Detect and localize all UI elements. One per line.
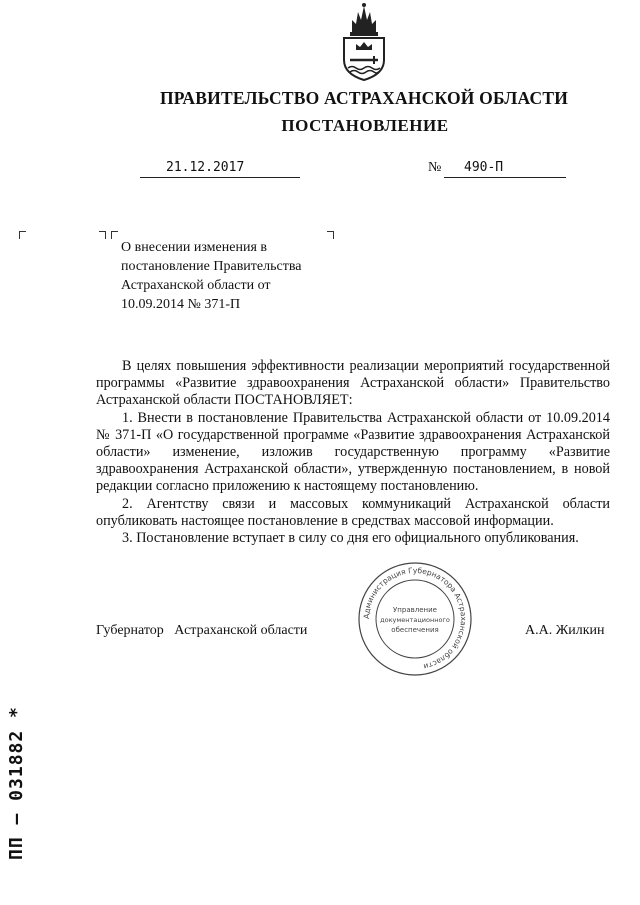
date-underline [140,176,300,178]
preamble-paragraph: В целях повышения эффективности реализации мероприятий государственной программы «Развитие здравоохранения Астраханской области» Правительство Астраханской области ПОСТАНОВЛЯЕТ: [96,358,610,409]
corner-mark [99,231,106,239]
coat-of-arms-emblem [336,2,392,82]
corner-mark [111,231,118,239]
document-type-heading: ПОСТАНОВЛЕНИЕ [281,116,449,135]
stamp-inner-line: Управление [393,606,437,614]
form-serial-number: ПП – 031882 * [6,706,27,860]
number-underline [444,176,566,178]
document-body [96,358,610,547]
document-date: 21.12.2017 [166,160,245,175]
number-label: № [428,160,442,175]
document-number: 490-П [464,160,504,175]
stamp-inner-line: обеспечения [391,626,439,634]
stamp-inner-line: документационного [380,616,450,624]
stamp-ring-text: Администрация Губернатора Астраханской области [361,565,469,672]
official-stamp [356,560,474,678]
document-subject: О внесении изменения в постановление Правительства Астраханской области от 10.09.2014 № 371-П [121,240,302,312]
organization-heading: ПРАВИТЕЛЬСТВО АСТРАХАНСКОЙ ОБЛАСТИ [159,88,569,108]
item-2-paragraph: 2. Агентству связи и массовых коммуникаций Астраханской области опубликовать настоящее постановление в средствах массовой информации. [96,495,610,529]
item-1-paragraph: 1. Внести в постановление Правительства Астраханской области от 10.09.2014 № 371-П «О государственной программе «Развитие здравоохранения Астраханской области» изменение, изложив государственную программу «Развитие здравоохранения Астраханской области», утвержденную постановлением, в новой редакции согласно приложению к настоящему постановлению. [96,409,610,495]
item-3-paragraph: 3. Постановление вступает в силу со дня его официального опубликования. [122,530,579,547]
signatory-position: Губернатор Астраханской области [96,623,308,638]
signatory-name: А.А. Жилкин [525,623,605,638]
corner-mark [19,231,26,239]
